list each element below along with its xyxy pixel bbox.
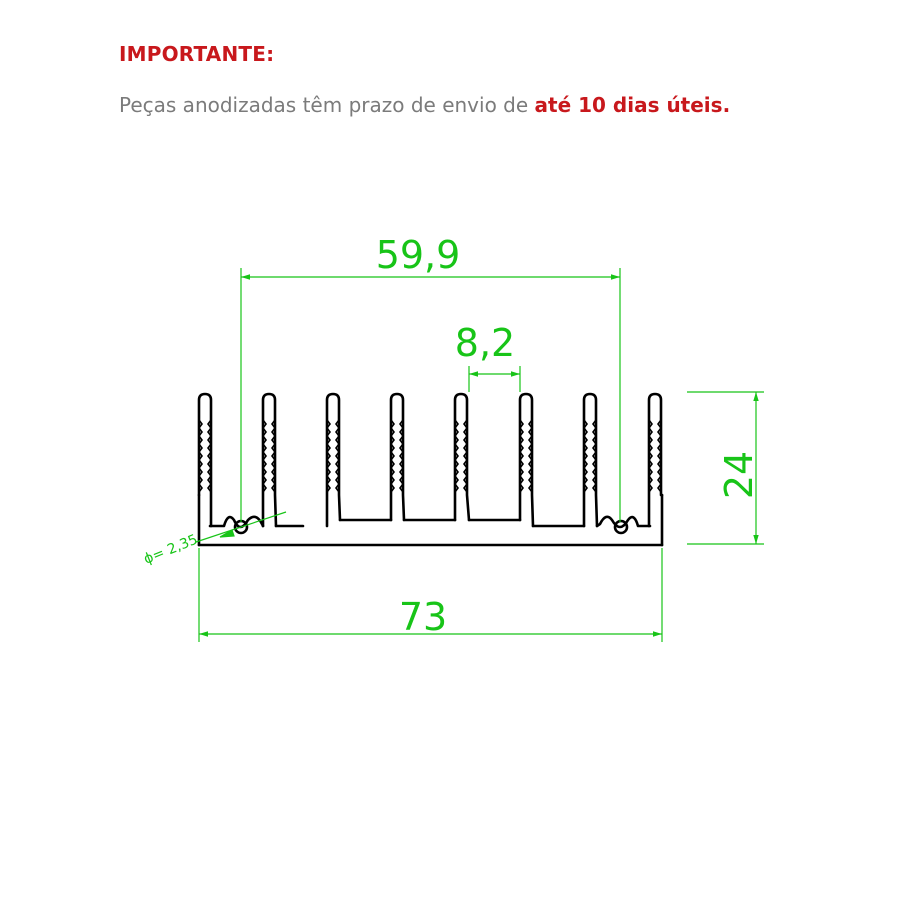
serration-fin-2 <box>263 420 275 492</box>
serration-fin-1 <box>199 420 211 492</box>
fin-span-label: 59,9 <box>375 233 461 277</box>
width-label: 73 <box>398 595 448 639</box>
notice-body-text: Peças anodizadas têm prazo de envio de <box>119 93 529 117</box>
serration-fin-7 <box>584 420 596 492</box>
serration-fin-8 <box>649 420 661 492</box>
notice-highlight: até 10 dias úteis. <box>534 93 731 117</box>
heatsink-profile <box>199 394 662 545</box>
screw-diameter-label: ϕ= 2,35 <box>141 531 200 568</box>
fin-serrations <box>199 420 661 492</box>
notice-title: IMPORTANTE: <box>119 42 275 66</box>
serration-fin-4 <box>391 420 403 492</box>
height-label: 24 <box>717 450 761 500</box>
fin-pitch-label: 8,2 <box>454 321 516 365</box>
serration-fin-3 <box>327 420 339 492</box>
fin-1 <box>199 394 211 526</box>
serration-fin-6 <box>520 420 532 492</box>
serration-fin-5 <box>455 420 467 492</box>
